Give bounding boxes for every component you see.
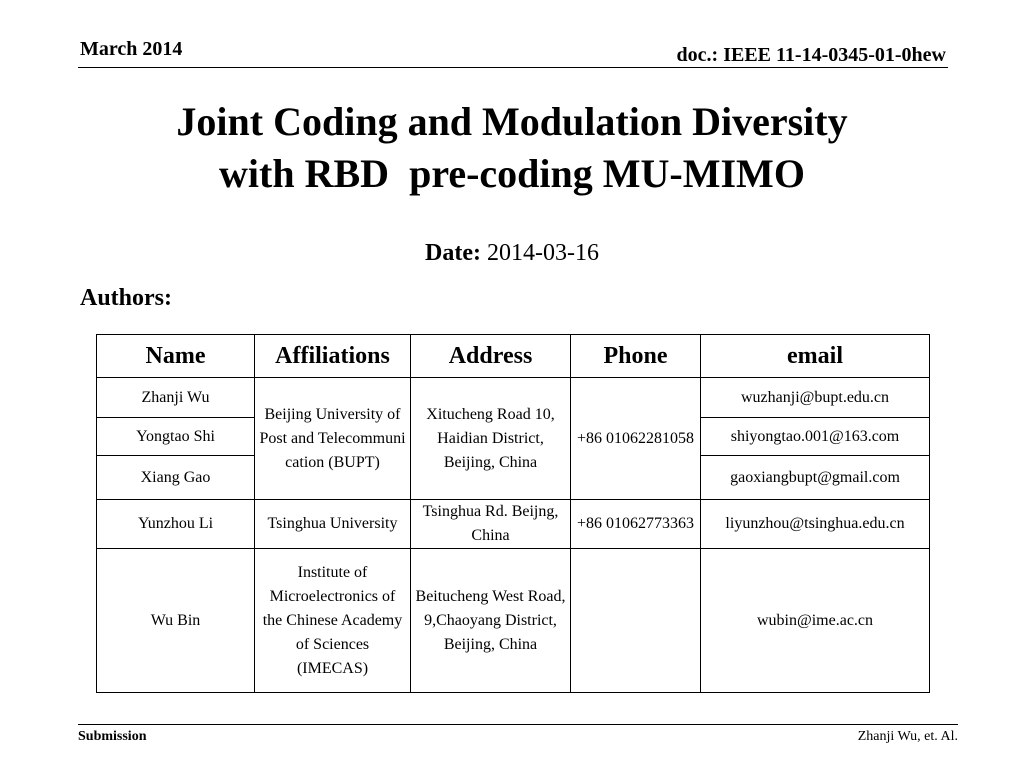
table-row [97,549,930,693]
date-line [0,240,1024,267]
authors-table [96,334,930,693]
author-phone [571,549,701,693]
column-header-phone: Phone [571,335,701,378]
date-value: 2014-03-16 [486,240,599,266]
author-name: Zhanji Wu [97,378,255,418]
author-affiliation: Institute of Microelectronics of the Chinese Academy of Sciences (IMECAS) [255,549,411,693]
footer-author: Zhanji Wu, et. Al. [857,729,958,744]
author-email: liyunzhou@tsinghua.edu.cn [701,500,930,549]
slide-title-line-2: with RBD pre-coding MU-MIMO [219,151,805,196]
column-header-affiliations: Affiliations [255,335,411,378]
author-phone: +86 01062773363 [571,500,701,549]
column-header-address: Address [411,335,571,378]
author-affiliation: Tsinghua University [255,500,411,549]
column-header-name: Name [97,335,255,378]
table-row [97,378,930,418]
author-email: wuzhanji@bupt.edu.cn [701,378,930,418]
slide-title-line-1: Joint Coding and Modulation Diversity [176,99,848,144]
column-header-email: email [701,335,930,378]
slide-title [60,96,964,200]
table-row [97,500,930,549]
date-label: Date: [425,240,481,266]
footer-divider [78,724,958,725]
author-name: Xiang Gao [97,456,255,500]
author-affiliation: Beijing University of Post and Telecommunication (BUPT) [255,378,411,500]
header-doc-id: doc.: IEEE 11-14-0345-01-0hew [676,44,946,66]
author-address: Beitucheng West Road, 9,Chaoyang District, Beijing, China [411,549,571,693]
author-email: wubin@ime.ac.cn [701,549,930,693]
author-name: Yunzhou Li [97,500,255,549]
footer-submission: Submission [78,729,147,744]
author-email: shiyongtao.001@163.com [701,418,930,456]
author-email: gaoxiangbupt@gmail.com [701,456,930,500]
table-header-row [97,335,930,378]
author-name: Wu Bin [97,549,255,693]
author-address: Xitucheng Road 10, Haidian District, Beijing, China [411,378,571,500]
header-date: March 2014 [80,38,183,60]
author-phone: +86 01062281058 [571,378,701,500]
author-name: Yongtao Shi [97,418,255,456]
author-address: Tsinghua Rd. Beijng, China [411,500,571,549]
authors-label: Authors: [80,285,173,311]
header-divider [78,67,948,68]
